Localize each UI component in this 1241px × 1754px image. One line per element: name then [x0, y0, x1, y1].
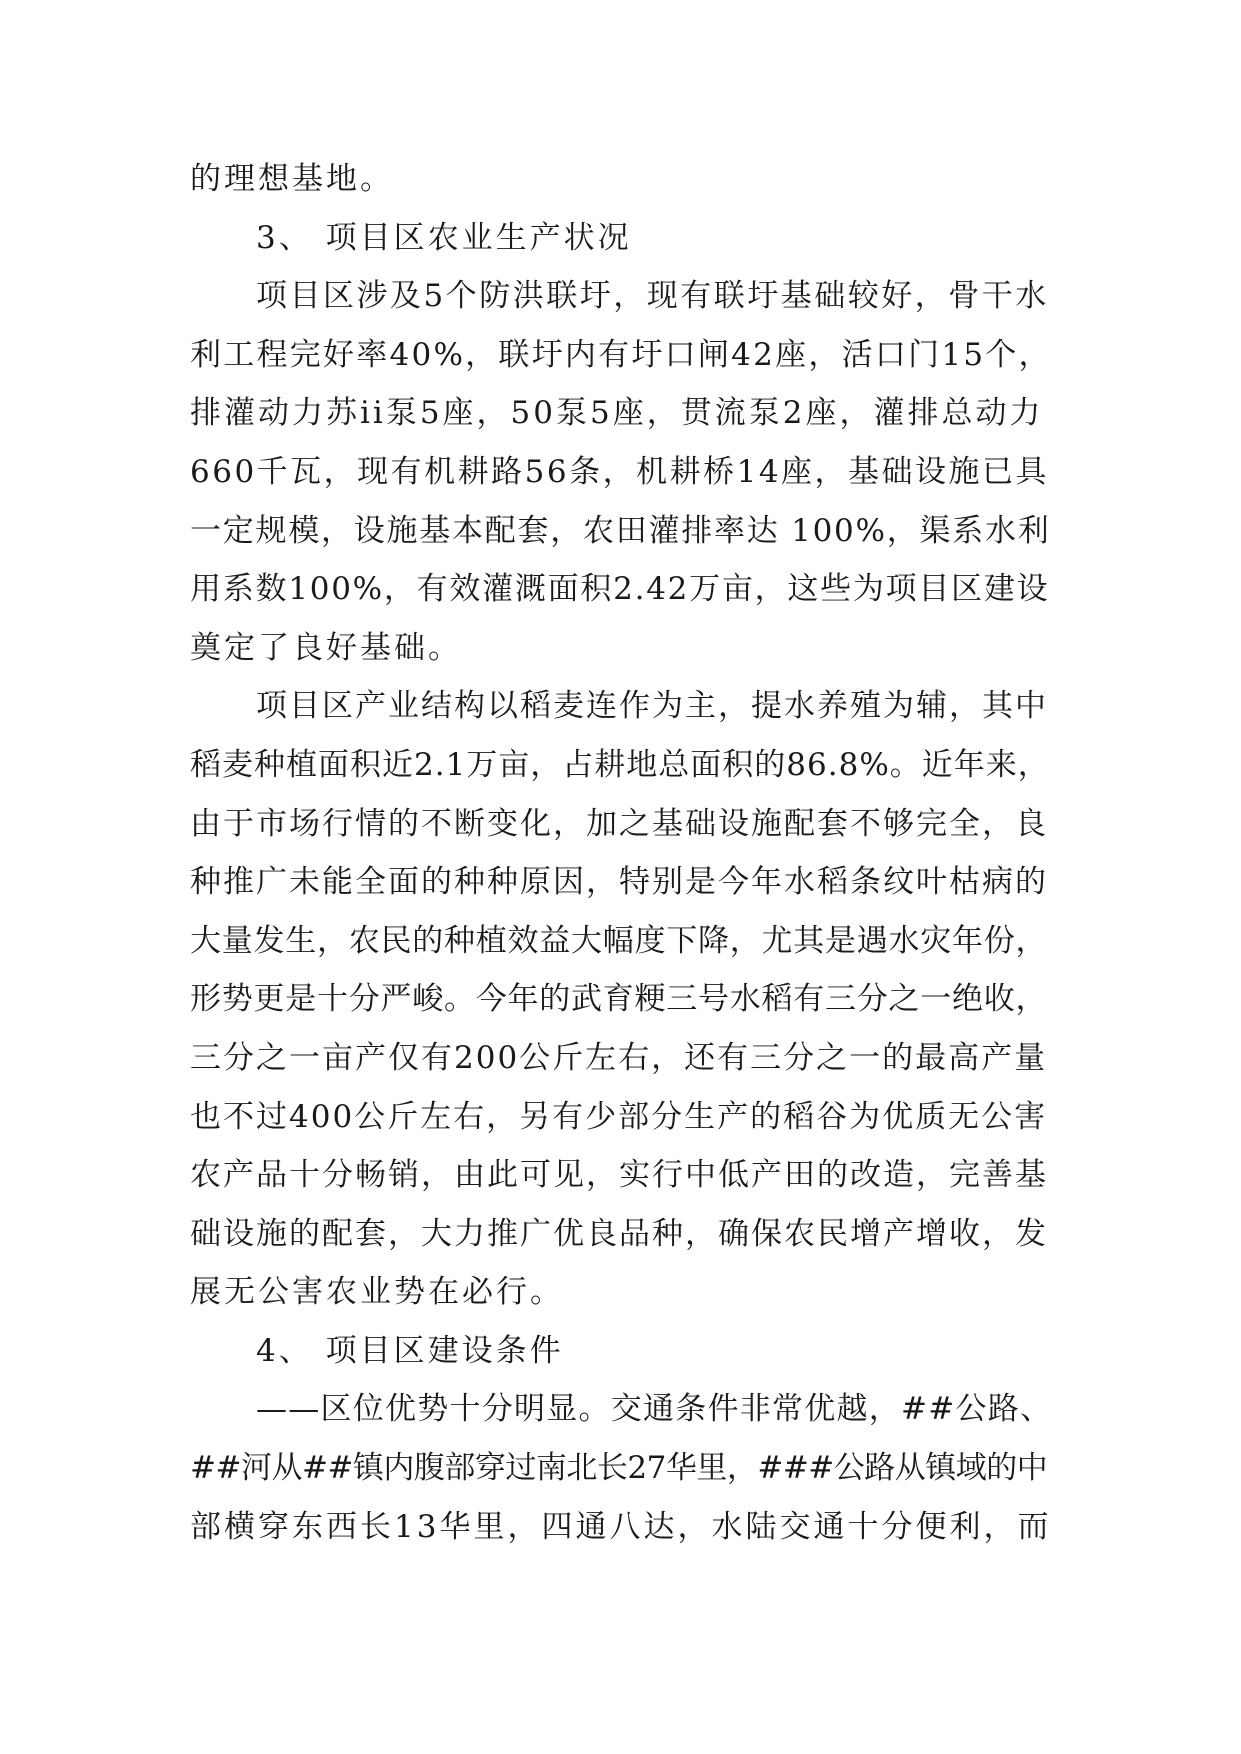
text-line: 部横穿东西长13华里，四通八达，水陆交通十分便利，而: [190, 1508, 1052, 1545]
text-line: 奠定了良好基础。: [190, 629, 462, 666]
text-line: ##河从##镇内腹部穿过南北长27华里，###公路从镇域的中: [190, 1450, 1048, 1487]
text-line: 利工程完好率40%，联圩内有圩口闸42座，活口门15个，: [190, 336, 1052, 373]
text-line: 形势更是十分严峻。今年的武育粳三号水稻有三分之一绝收，: [190, 981, 1048, 1018]
text-line: 项目区涉及5个防洪联圩，现有联圩基础较好，骨干水: [256, 278, 1049, 315]
text-line: 也不过400公斤左右，另有少部分生产的稻谷为优质无公害: [190, 1098, 1048, 1135]
text-line: 4、 项目区建设条件: [256, 1332, 564, 1369]
text-line: 种推广未能全面的种种原因，特别是今年水稻条纹叶枯病的: [190, 864, 1048, 901]
text-line: 展无公害农业势在必行。: [190, 1274, 564, 1311]
text-line: 3、 项目区农业生产状况: [256, 219, 632, 256]
text-line: 排灌动力苏ii泵5座，50泵5座，贯流泵2座，灌排总动力: [190, 395, 1044, 432]
text-line: 大量发生，农民的种植效益大幅度下降，尤其是遇水灾年份，: [190, 922, 1048, 959]
text-line: 三分之一亩产仅有200公斤左右，还有三分之一的最高产量: [190, 1039, 1048, 1076]
text-line: 础设施的配套，大力推广优良品种，确保农民增产增收，发: [190, 1215, 1048, 1252]
text-line: 660千瓦，现有机耕路56条，机耕桥14座，基础设施已具: [190, 453, 1050, 490]
text-line: 农产品十分畅销，由此可见，实行中低产田的改造，完善基: [190, 1157, 1048, 1194]
text-line: 由于市场行情的不断变化，加之基础设施配套不够完全，良: [190, 805, 1048, 842]
text-line: 的理想基地。: [190, 161, 394, 197]
document-body: [190, 150, 1052, 1556]
text-line: ——区位优势十分明显。交通条件非常优越，##公路、: [256, 1391, 1053, 1428]
text-line: 项目区产业结构以稻麦连作为主，提水养殖为辅，其中: [256, 688, 1048, 725]
text-line: 用系数100%，有效灌溉面积2.42万亩，这些为项目区建设: [190, 571, 1050, 608]
text-line: 稻麦种植面积近2.1万亩，占耕地总面积的86.8%。近年来，: [190, 746, 1050, 783]
text-line: 一定规模，设施基本配套，农田灌排率达 100%，渠系水利: [190, 512, 1051, 549]
